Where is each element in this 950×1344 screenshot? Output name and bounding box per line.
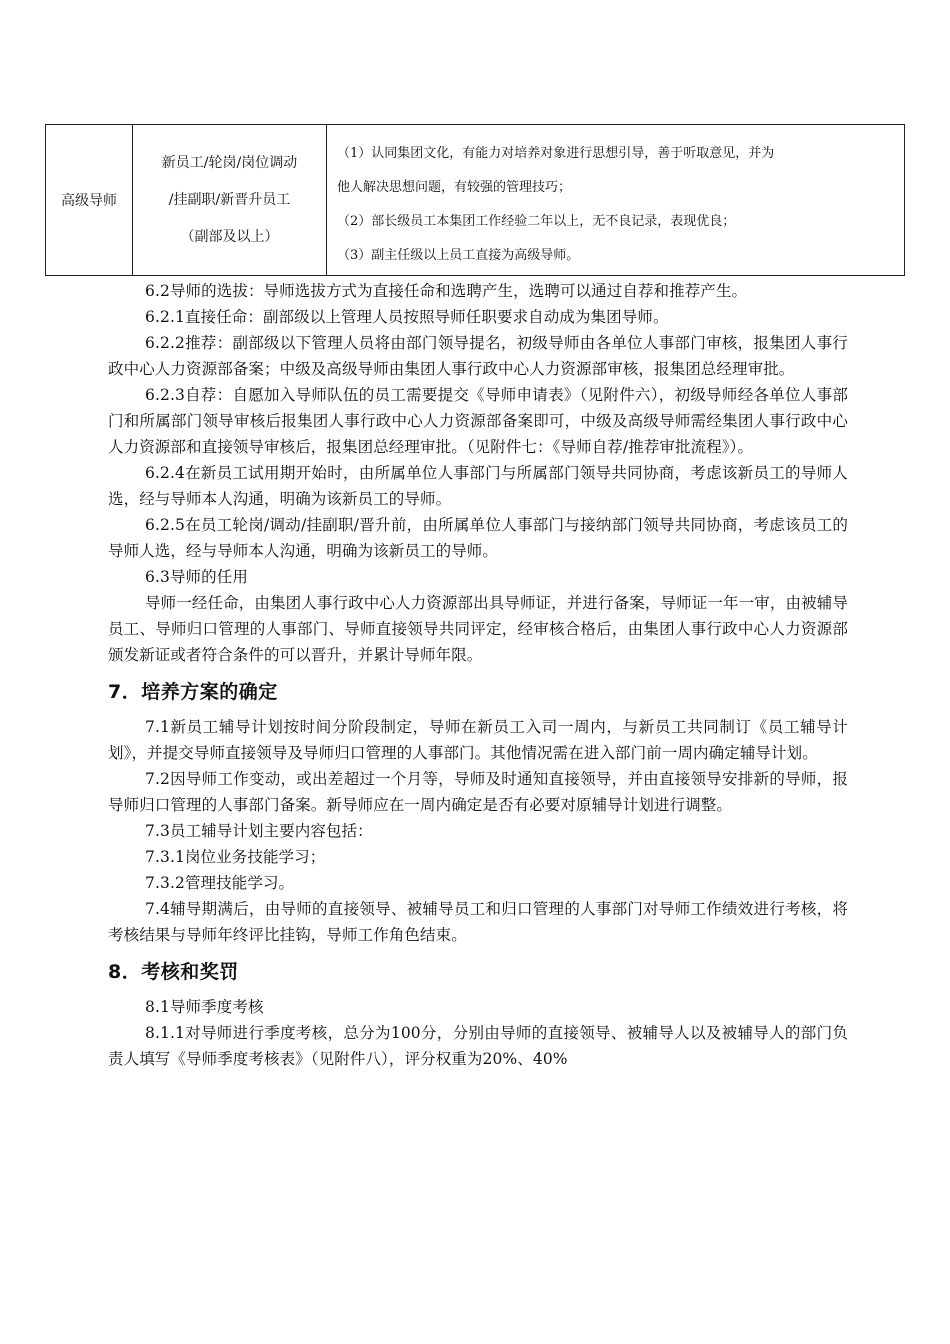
paragraph: 导师一经任命，由集团人事行政中心人力资源部出具导师证，并进行备案，导师证一年一审，由被辅导员工、导师归口管理的人事部门、导师直接领导共同评定，经审核合格后，由集团人事行政中心人力资源部颁发新证或者符合条件的可以晋升，并累计导师年限。 (108, 594, 848, 664)
paragraph: 6.2.4在新员工试用期开始时，由所属单位人事部门与所属部门领导共同协商，考虑该新员工的导师人选，经与导师本人沟通，明确为该新员工的导师。 (108, 464, 848, 508)
paragraph: 6.2导师的选拔：导师选拔方式为直接任命和选聘产生，选聘可以通过自荐和推荐产生。 (145, 282, 748, 300)
requirement-line: 他人解决思想问题，有较强的管理技巧； (337, 180, 572, 195)
document-body (108, 278, 848, 1072)
target-line: （副部及以上） (180, 228, 279, 245)
paragraph: 7.4辅导期满后，由导师的直接领导、被辅导员工和归口管理的人事部门对导师工作绩效进行考核，将考核结果与导师年终评比挂钩，导师工作角色结束。 (108, 900, 848, 944)
section-heading-7: 7．培养方案的确定 (108, 681, 278, 703)
paragraph: 7.3.1岗位业务技能学习； (145, 848, 326, 866)
table-cell-level (46, 125, 133, 275)
mentor-level-table (45, 124, 905, 276)
paragraph: 6.2.5在员工轮岗/调动/挂副职/晋升前，由所属单位人事部门与接纳部门领导共同协商，考虑该员工的导师人选，经与导师本人沟通，明确为该新员工的导师。 (108, 516, 848, 560)
target-line: 新员工/轮岗/岗位调动 (161, 154, 298, 171)
table-cell-target (133, 125, 327, 275)
requirement-line: （3）副主任级以上员工直接为高级导师。 (337, 248, 580, 263)
requirement-line: （1）认同集团文化，有能力对培养对象进行思想引导，善于听取意见，并为 (337, 146, 775, 161)
paragraph: 6.3导师的任用 (145, 568, 248, 586)
paragraph: 6.2.3自荐：自愿加入导师队伍的员工需要提交《导师申请表》（见附件六），初级导师经各单位人事部门和所属部门领导审核后报集团人事行政中心人力资源部备案即可，中级及高级导师需经集团人事行政中心人力资源部和直接领导审核后，报集团总经理审批。（见附件七：《导师自荐/推荐审批流程》）。 (108, 386, 848, 456)
paragraph: 7.1新员工辅导计划按时间分阶段制定，导师在新员工入司一周内，与新员工共同制订《员工辅导计划》，并提交导师直接领导及导师归口管理的人事部门。其他情况需在进入部门前一周内确定辅导计划。 (108, 718, 848, 762)
paragraph: 8.1.1对导师进行季度考核，总分为100分，分别由导师的直接领导、被辅导人以及被辅导人的部门负责人填写《导师季度考核表》（见附件八），评分权重为20%、40% (108, 1024, 848, 1068)
target-line: /挂副职/新晋升员工 (168, 191, 291, 208)
paragraph: 8.1导师季度考核 (145, 998, 264, 1016)
paragraph: 7.3员工辅导计划主要内容包括： (145, 822, 373, 840)
section-heading-8: 8．考核和奖罚 (108, 961, 239, 983)
level-label: 高级导师 (61, 193, 117, 209)
paragraph: 7.2因导师工作变动，或出差超过一个月等，导师及时通知直接领导，并由直接领导安排新的导师，报导师归口管理的人事部门备案。新导师应在一周内确定是否有必要对原辅导计划进行调整。 (108, 770, 848, 814)
table-cell-requirements (327, 125, 904, 275)
paragraph: 7.3.2管理技能学习。 (145, 874, 295, 892)
requirement-line: （2）部长级员工本集团工作经验二年以上，无不良记录，表现优良； (337, 214, 736, 229)
paragraph: 6.2.2推荐：副部级以下管理人员将由部门领导提名，初级导师由各单位人事部门审核，报集团人事行政中心人力资源部备案；中级及高级导师由集团人事行政中心人力资源部审核，报集团总经理审批。 (108, 334, 848, 378)
paragraph: 6.2.1直接任命：副部级以上管理人员按照导师任职要求自动成为集团导师。 (145, 308, 669, 326)
